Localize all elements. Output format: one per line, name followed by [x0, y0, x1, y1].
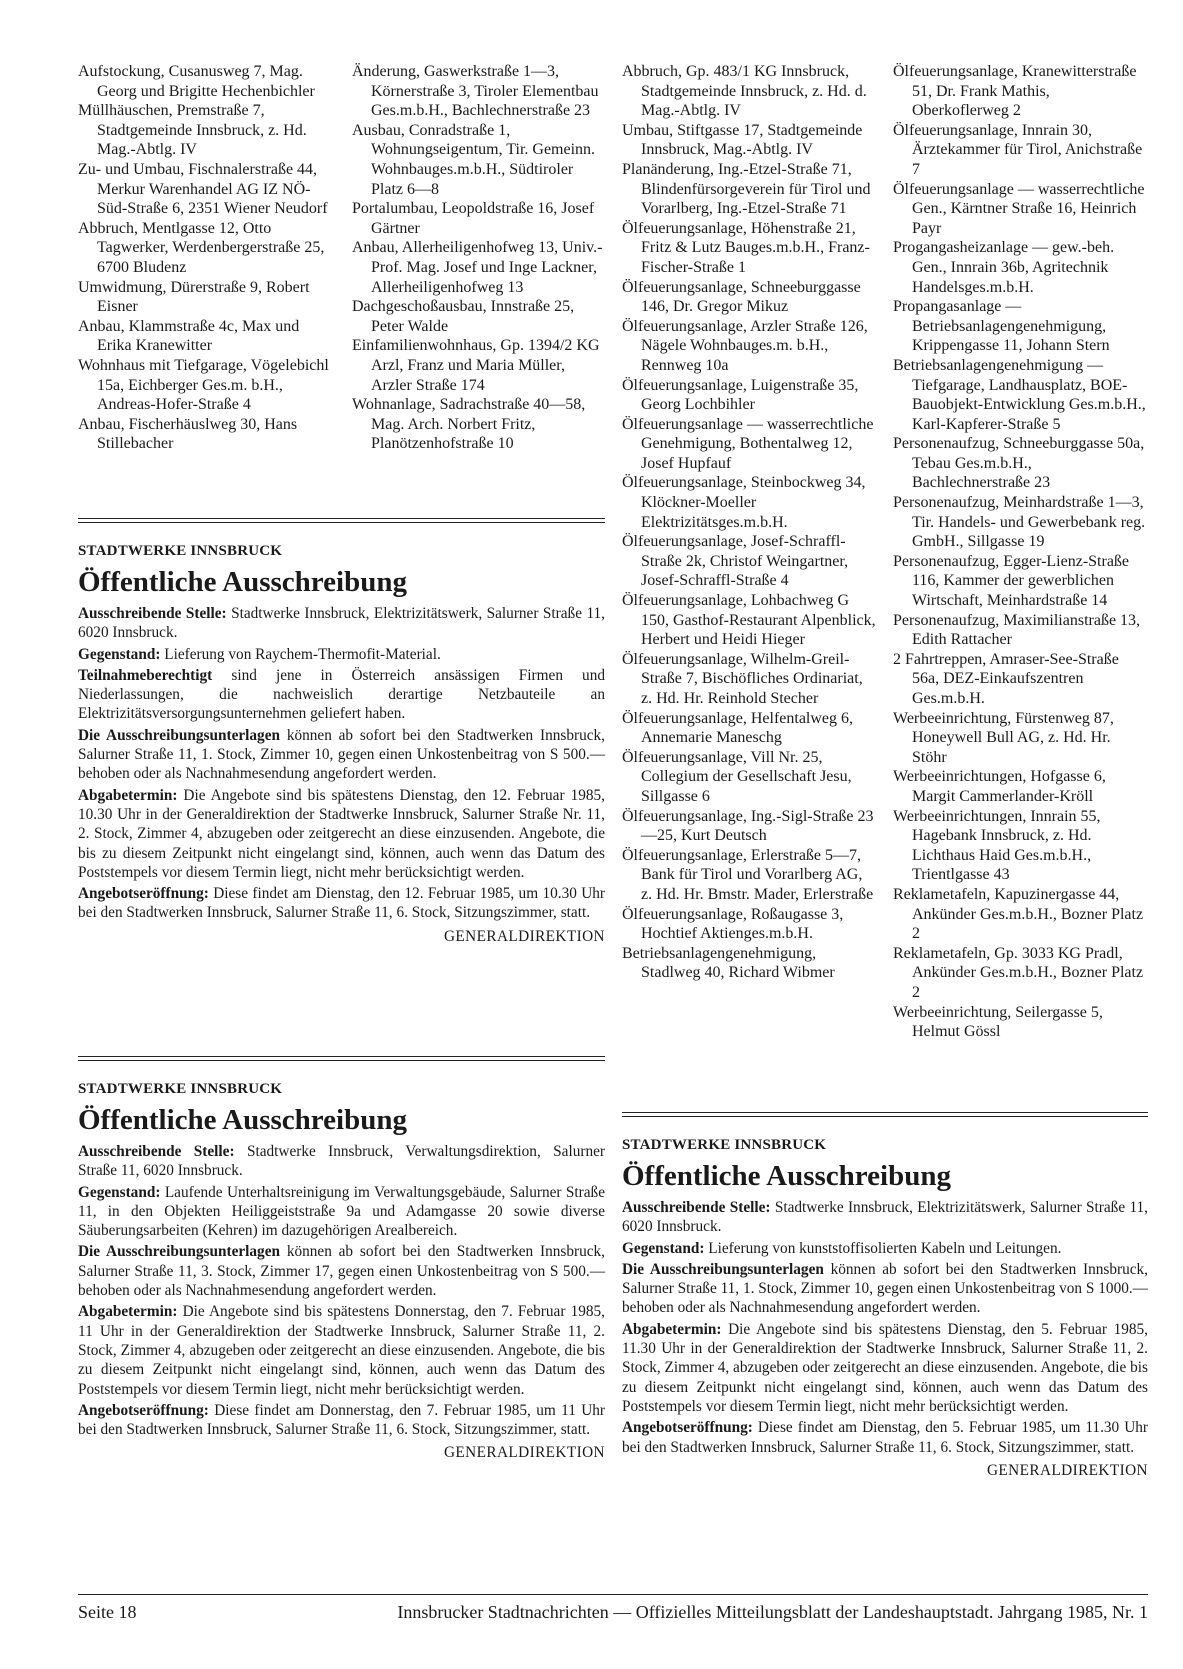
- notice-paragraph: [78, 726, 605, 784]
- paragraph-label: Angebotseröffnung:: [78, 1401, 209, 1419]
- paragraph-text: sind jene in Österreich ansässigen Firmen und Niederlassungen, die nachweislich derartige Netzbauteile an Elektrizitätsversorgungsunternehmen geliefert haben.: [78, 666, 605, 723]
- paragraph-label: Gegenstand:: [622, 1239, 705, 1257]
- notice-signature: GENERALDIREKTION: [443, 1444, 605, 1462]
- list-item: Müllhäuschen, Premstraße 7, Stadtgemeinde Innsbruck, z. Hd. Mag.-Abtlg. IV: [78, 102, 307, 159]
- section-divider: [622, 1112, 1148, 1117]
- list-item: Ölfeuerungsanlage — wasserrechtliche Gen., Kärntner Straße 16, Heinrich Payr: [893, 180, 1145, 237]
- notice-title: Öffentliche Ausschreibung: [78, 1104, 407, 1136]
- paragraph-text: Lieferung von kunststoffisolierten Kabeln und Leitungen.: [704, 1239, 1062, 1257]
- paragraph-text: können ab sofort bei den Stadtwerken Innsbruck, Salurner Straße 11, 3. Stock, Zimmer 17, gegen einen Unkostenbeitrag von S 500.— behoben oder als Nachnahmesendung angefordert werden.: [78, 1243, 605, 1300]
- paragraph-label: Ausschreibende Stelle:: [622, 1199, 771, 1216]
- section-divider: [78, 1056, 605, 1061]
- section-divider: [78, 518, 605, 523]
- notice-paragraph: [78, 645, 605, 664]
- notice-signature: GENERALDIREKTION: [986, 1461, 1148, 1479]
- list-item: Ölfeuerungsanlage — wasserrechtliche Genehmigung, Bothentalweg 12, Josef Hupfauf: [622, 415, 874, 472]
- list-item: Ölfeuerungsanlage, Höhenstraße 21, Fritz & Lutz Bauges.m.b.H., Franz-Fischer-Straße 1: [622, 219, 870, 276]
- paragraph-label: Abgabetermin:: [622, 1320, 722, 1338]
- list-item: Ölfeuerungsanlage, Schneeburggasse 146, Dr. Gregor Mikuz: [622, 278, 861, 316]
- list-item: Abbruch, Gp. 483/1 KG Innsbruck, Stadtgemeinde Innsbruck, z. Hd. d. Mag.-Abtlg. IV: [622, 63, 867, 120]
- list-item: Wohnhaus mit Tiefgarage, Vögelebichl 15a, Eichberger Ges.m. b.H., Andreas-Hofer-Straße 4: [78, 356, 329, 414]
- list-item: 2 Fahrtreppen, Amraser-See-Straße 56a, DEZ-Einkaufszentren Ges.m.b.H.: [893, 650, 1119, 707]
- list-item: Ausbau, Conradstraße 1, Wohnungseigentum, Tir. Gemeinn. Wohnbauges.m.b.H., Südtiroler Platz 6—8: [352, 121, 596, 198]
- notice-paragraph: [78, 1142, 605, 1181]
- notice-paragraph: [78, 1183, 605, 1241]
- paragraph-text: Diese findet am Dienstag, den 5. Februar 1985, um 11.30 Uhr bei den Stadtwerken Innsbruck, Salurner Straße 11, 6. Stock, Sitzungszimmer, statt.: [622, 1419, 1148, 1456]
- list-item: Anbau, Klammstraße 4c, Max und Erika Kranewitter: [78, 317, 300, 355]
- paragraph-text: können ab sofort bei den Stadtwerken Innsbruck, Salurner Straße 11, 1. Stock, Zimmer 10, gegen einen Unkostenbeitrag von S 1000.— behoben oder als Nachnahmesendung angefordert werden.: [622, 1260, 1148, 1317]
- footer-divider: [78, 1594, 1148, 1595]
- notice-paragraph: [78, 786, 605, 882]
- list-item: Abbruch, Mentlgasse 12, Otto Tagwerker, Werdenbergerstraße 25, 6700 Bludenz: [78, 219, 325, 276]
- list-item: Ölfeuerungsanlage, Innrain 30, Ärztekammer für Tirol, Anichstraße 7: [893, 121, 1143, 178]
- list-item: Ölfeuerungsanlage, Luigenstraße 35, Georg Lochbihler: [622, 376, 859, 414]
- list-item: Aufstockung, Cusanusweg 7, Mag. Georg und Brigitte Hechenbichler: [78, 63, 315, 100]
- notice-paragraph: [622, 1239, 1148, 1258]
- tender-notice-1: [78, 543, 605, 946]
- tender-notice-2: [78, 1081, 605, 1462]
- list-item: Werbeeinrichtung, Seilergasse 5, Helmut Gössl: [893, 1003, 1103, 1041]
- list-item: Umwidmung, Dürerstraße 9, Robert Eisner: [78, 278, 310, 316]
- list-item: Personenaufzug, Meinhardstraße 1—3, Tir. Handels- und Gewerbebank reg. GmbH., Sillgasse 19: [893, 494, 1146, 551]
- list-item: Ölfeuerungsanlage, Arzler Straße 126, Nägele Wohnbauges.m. b.H., Rennweg 10a: [622, 317, 868, 374]
- list-item: Ölfeuerungsanlage, Kranewitterstraße 51, Dr. Frank Mathis, Oberkoflerweg 2: [893, 63, 1137, 120]
- list-item: Ölfeuerungsanlage, Vill Nr. 25, Collegium der Gesellschaft Jesu, Sillgasse 6: [622, 748, 852, 805]
- listing-column-1: [78, 62, 333, 454]
- page-footer: [78, 1602, 1148, 1623]
- notice-signature: GENERALDIREKTION: [443, 927, 605, 945]
- paragraph-label: Gegenstand:: [78, 645, 161, 663]
- notice-paragraph: [78, 604, 605, 643]
- paragraph-text: können ab sofort bei den Stadtwerken Innsbruck, Salurner Straße 11, 1. Stock, Zimmer 10, gegen einen Unkostenbeitrag von S 500.— behoben oder als Nachnahmesendung angefordert werden.: [78, 726, 605, 783]
- list-item: Personenaufzug, Schneeburggasse 50a, Tebau Ges.m.b.H., Bachlechnerstraße 23: [893, 435, 1145, 492]
- notice-paragraph: [78, 1242, 605, 1300]
- list-item: Planänderung, Ing.-Etzel-Straße 71, Blindenfürsorgeverein für Tirol und Vorarlberg, Ing.-Etzel-Straße 71: [622, 160, 871, 218]
- notice-paragraph: [78, 1401, 605, 1440]
- notice-paragraph: [78, 1302, 605, 1398]
- paragraph-text: Diese findet am Donnerstag, den 7. Februar 1985, um 11 Uhr bei den Stadtwerken Innsbruck, Salurner Straße 11, 6. Stock, Sitzungszimmer, statt.: [78, 1401, 605, 1439]
- notice-kicker: STADTWERKE INNSBRUCK: [622, 1137, 827, 1153]
- notice-kicker: STADTWERKE INNSBRUCK: [78, 543, 283, 559]
- paragraph-label: Abgabetermin:: [78, 1303, 178, 1321]
- list-item: Ölfeuerungsanlage, Ing.-Sigl-Straße 23—25, Kurt Deutsch: [622, 807, 874, 845]
- list-item: Ölfeuerungsanlage, Roßaugasse 3, Hochtief Aktienges.m.b.H.: [622, 905, 844, 943]
- list-item: Betriebsanlagengenehmigung — Tiefgarage, Landhausplatz, BOE-Bauobjekt-Entwicklung Ges.m.b.H., Karl-Kapferer-Straße 5: [893, 356, 1146, 433]
- paragraph-label: Die Ausschreibungsunterlagen: [622, 1260, 824, 1278]
- notice-paragraph: [622, 1260, 1148, 1318]
- list-item: Portalumbau, Leopoldstraße 16, Josef Gärtner: [352, 200, 595, 237]
- notice-paragraph: [78, 666, 605, 724]
- listing-column-4: [893, 62, 1148, 1042]
- paragraph-label: Ausschreibende Stelle:: [78, 1143, 235, 1160]
- paragraph-text: Die Angebote sind bis spätestens Dienstag, den 5. Februar 1985, 11.30 Uhr in der Generaldirektion der Stadtwerke Innsbruck, Salurner Straße 11, 2. Stock, Zimmer 4, abzugeben oder zeitgerecht an diese einzusenden. Angebote, die bis zu diesem Zeitpunkt nicht eingelangt sind, können, auch wenn das Datum des Poststempels vor diesem Termin liegt, nicht mehr berücksichtigt werden.: [622, 1320, 1148, 1415]
- list-item: Ölfeuerungsanlage, Josef-Schraffl-Straße 2k, Christof Weingartner, Josef-Schraffl-Straße 4: [622, 533, 849, 590]
- list-item: Umbau, Stiftgasse 17, Stadtgemeinde Innsbruck, Mag.-Abtlg. IV: [622, 121, 863, 159]
- list-item: Ölfeuerungsanlage, Steinbockweg 34, Klöckner-Moeller Elektrizitätsges.m.b.H.: [622, 474, 866, 531]
- paragraph-label: Angebotseröffnung:: [622, 1419, 753, 1437]
- paragraph-text: Stadtwerke Innsbruck, Elektrizitätswerk, Salurner Straße 11, 6020 Innsbruck.: [78, 605, 605, 642]
- list-item: Betriebsanlagengenehmigung, Stadlweg 40, Richard Wibmer: [622, 944, 835, 982]
- paragraph-text: Lieferung von Raychem-Thermofit-Material.: [160, 645, 441, 663]
- list-item: Ölfeuerungsanlage, Lohbachweg G 150, Gasthof-Restaurant Alpenblick, Herbert und Heidi Hieger: [622, 592, 876, 649]
- list-item: Werbeeinrichtungen, Innrain 55, Hagebank Innsbruck, z. Hd. Lichthaus Haid Ges.m.b.H., Trientlgasse 43: [893, 807, 1101, 884]
- list-item: Propangasanlage — Betriebsanlagengenehmigung, Krippengasse 11, Johann Stern: [893, 298, 1110, 355]
- list-item: Dachgeschoßausbau, Innstraße 25, Peter Walde: [352, 298, 575, 335]
- paragraph-label: Die Ausschreibungsunterlagen: [78, 1243, 281, 1261]
- notice-paragraph: [78, 884, 605, 923]
- paragraph-label: Ausschreibende Stelle:: [78, 605, 227, 622]
- listing-column-3: [622, 62, 877, 983]
- list-item: Progangasheizanlage — gew.-beh. Gen., Innrain 36b, Agritechnik Handelsges.m.b.H.: [893, 239, 1115, 296]
- notice-title: Öffentliche Ausschreibung: [622, 1160, 951, 1192]
- notice-kicker: STADTWERKE INNSBRUCK: [78, 1081, 283, 1097]
- list-item: Einfamilienwohnhaus, Gp. 1394/2 KG Arzl, Franz und Maria Müller, Arzler Straße 174: [352, 337, 600, 394]
- paragraph-text: Diese findet am Dienstag, den 12. Februar 1985, um 10.30 Uhr bei den Stadtwerken Innsbruck, Salurner Straße 11, 6. Stock, Sitzungszimmer, statt.: [78, 885, 605, 922]
- paragraph-label: Teilnahmeberechtigt: [78, 666, 213, 684]
- paragraph-text: Die Angebote sind bis spätestens Donnerstag, den 7. Februar 1985, 11 Uhr in der Generaldirektion der Stadtwerke Innsbruck, Salurner Straße 11, 2. Stock, Zimmer 4, abzugeben oder zeitgerecht an diese einzusenden. Angebote, die bis zu diesem Zeitpunkt nicht eingelangt sind, können, auch wenn das Datum des Poststempels vor diesem Termin liegt, nicht mehr berücksichtigt werden.: [78, 1303, 605, 1398]
- list-item: Werbeeinrichtung, Fürstenweg 87, Honeywell Bull AG, z. Hd. Hr. Stöhr: [893, 709, 1114, 766]
- list-item: Anbau, Allerheiligenhofweg 13, Univ.-Prof. Mag. Josef und Inge Lackner, Allerheiligenhofweg 13: [352, 239, 603, 296]
- publication-line: Innsbrucker Stadtnachrichten — Offizielles Mitteilungsblatt der Landeshauptstadt. Jahrgang 1985, Nr. 1: [397, 1602, 1148, 1622]
- notice-paragraph: [622, 1198, 1148, 1237]
- paragraph-label: Gegenstand:: [78, 1183, 161, 1201]
- paragraph-text: Die Angebote sind bis spätestens Dienstag, den 12. Februar 1985, 10.30 Uhr in der Generaldirektion der Stadtwerke Innsbruck, Salurner Straße Nr. 11, 2. Stock, Zimmer 4, abzugeben oder zeitgerecht an diese einzusenden. Angebote, die bis zu diesem Zeitpunkt nicht eingelangt sind, können, auch wenn das Datum des Poststempels vor diesem Termin liegt, nicht mehr berücksichtigt werden.: [78, 786, 605, 881]
- list-item: Personenaufzug, Egger-Lienz-Straße 116, Kammer der gewerblichen Wirtschaft, Meinhardstraße 14: [893, 552, 1130, 610]
- paragraph-label: Angebotseröffnung:: [78, 885, 209, 903]
- tender-notice-3: [622, 1137, 1148, 1480]
- list-item: Ölfeuerungsanlage, Wilhelm-Greil-Straße 7, Bischöfliches Ordinariat, z. Hd. Hr. Reinhold Stecher: [622, 650, 863, 707]
- notice-title: Öffentliche Ausschreibung: [78, 566, 407, 598]
- notice-paragraph: [622, 1418, 1148, 1457]
- list-item: Änderung, Gaswerkstraße 1—3, Körnerstraße 3, Tiroler Elementbau Ges.m.b.H., Bachlechnerstraße 23: [352, 63, 599, 120]
- paragraph-text: Stadtwerke Innsbruck, Verwaltungsdirektion, Salurner Straße 11, 6020 Innsbruck.: [78, 1143, 605, 1180]
- page-number: Seite 18: [78, 1602, 137, 1622]
- list-item: Anbau, Fischerhäuslweg 30, Hans Stillebacher: [78, 415, 298, 453]
- list-item: Ölfeuerungsanlage, Erlerstraße 5—7, Bank für Tirol und Vorarlberg AG, z. Hd. Hr. Bmstr. Mader, Erlerstraße: [622, 846, 874, 903]
- list-item: Werbeeinrichtungen, Hofgasse 6, Margit Cammerlander-Kröll: [893, 768, 1106, 805]
- paragraph-label: Abgabetermin:: [78, 786, 178, 804]
- list-item: Wohnanlage, Sadrachstraße 40—58, Mag. Arch. Norbert Fritz, Planötzenhofstraße 10: [352, 396, 586, 453]
- paragraph-label: Die Ausschreibungsunterlagen: [78, 726, 281, 744]
- list-item: Reklametafeln, Gp. 3033 KG Pradl, Ankünder Ges.m.b.H., Bozner Platz 2: [893, 944, 1144, 1001]
- list-item: Personenaufzug, Maximilianstraße 13, Edith Rattacher: [893, 611, 1141, 649]
- paragraph-text: Stadtwerke Innsbruck, Elektrizitätswerk, Salurner Straße 11, 6020 Innsbruck.: [622, 1199, 1148, 1236]
- list-item: Zu- und Umbau, Fischnalerstraße 44, Merkur Warenhandel AG IZ NÖ-Süd-Straße 6, 2351 Wiener Neudorf: [78, 160, 328, 218]
- list-item: Reklametafeln, Kapuzinergasse 44, Ankünder Ges.m.b.H., Bozner Platz 2: [893, 885, 1144, 943]
- list-item: Ölfeuerungsanlage, Helfentalweg 6, Annemarie Maneschg: [622, 709, 854, 747]
- notice-paragraph: [622, 1320, 1148, 1416]
- listing-column-2: [352, 62, 605, 454]
- paragraph-text: Laufende Unterhaltsreinigung im Verwaltungsgebäude, Salurner Straße 11, in den Objekten Heiliggeiststraße 9a und Adamgasse 20 sowie diverse Säuberungsarbeiten (Kehren) im dazugehörigen Arealbereich.: [78, 1183, 605, 1240]
